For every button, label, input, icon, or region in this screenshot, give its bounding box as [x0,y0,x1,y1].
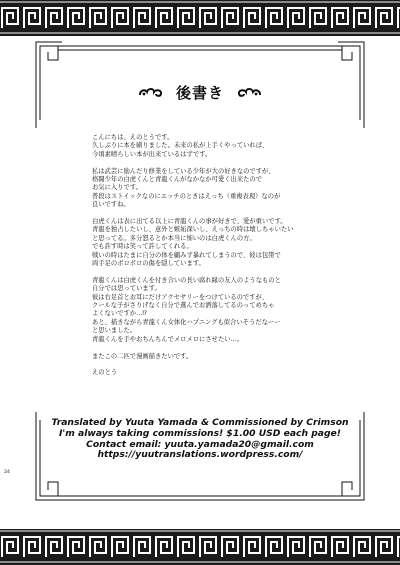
bottom-greek-key-border [0,529,400,565]
paragraph: こんにちは、えのとうです。 久しぶりに本を刷りました。未来の私が上手くやっていれば、 今頃素晴らしい本が出来ているはずです。 [92,134,269,158]
left-cloud-ornament-icon [138,84,164,102]
afterword-heading [0,82,400,103]
page-number: 24 [4,470,10,475]
paragraph: またこの二匹で漫画描きたいです。 [92,352,193,360]
credit-translator: Translated by Yuuta Yamada & Commissioned by Crimson [51,417,349,428]
credit-commissions: I'm always taking commissions! $1.00 USD each page! [59,427,341,439]
author-signature: えのとう [92,369,118,377]
greek-key-pattern-bottom [0,529,400,565]
paragraph: 私は武芸に励んだり修業をしている少年が大の好きなのですが、 格闘少年の白虎くんと青龍くんがなかなか可愛く出来たので お気に入りです。 普段はストイックなのにエッチのときはえっち（重複表現）なのが 良いですね。 [92,167,281,209]
top-greek-key-border [0,0,400,36]
paragraph: 白虎くんは表に出てる以上に青龍くんの事が好きで、愛が重いです。 青龍を独占したいし、意外と嫉妬深いし、えっちの時は壊しちゃいたい と思ってる。多分怒るとか本当に怖いのは白虎くんの方。 でも許す時は笑って許してくれる。 戦いの時はたまに自分の体を顧みず暴れてしまうので、彼は包帯で 両手足のボロボロの傷を隠しています。 [92,218,294,268]
right-cloud-ornament-icon [236,84,262,102]
greek-key-pattern-top [0,0,400,36]
translator-credits [0,418,400,461]
paragraph: 青龍くんは白虎くんを付き合いの長い腐れ縁の友人のようなものと 自分では思っています。 彼は右足首とお耳にだけアクセサリーをつけているのですが、 クールな子がさりげなく自分で選んでお洒落してるのってめちゃ よくないですか…⁉ あと、描きながら青龍くん女体化ハプニングも似合いそうだなーー と思いました。 青龍くんを手やおちんちんでメロメロにさせたい…。 [92,276,281,343]
credit-website-link[interactable]: https://yuutranslations.wordpress.com/ [97,449,303,461]
page-title: 後書き [175,84,224,102]
credit-contact-email: Contact email: yuuta.yamada20@gmail.com [86,438,314,450]
afterword-body [92,134,342,386]
